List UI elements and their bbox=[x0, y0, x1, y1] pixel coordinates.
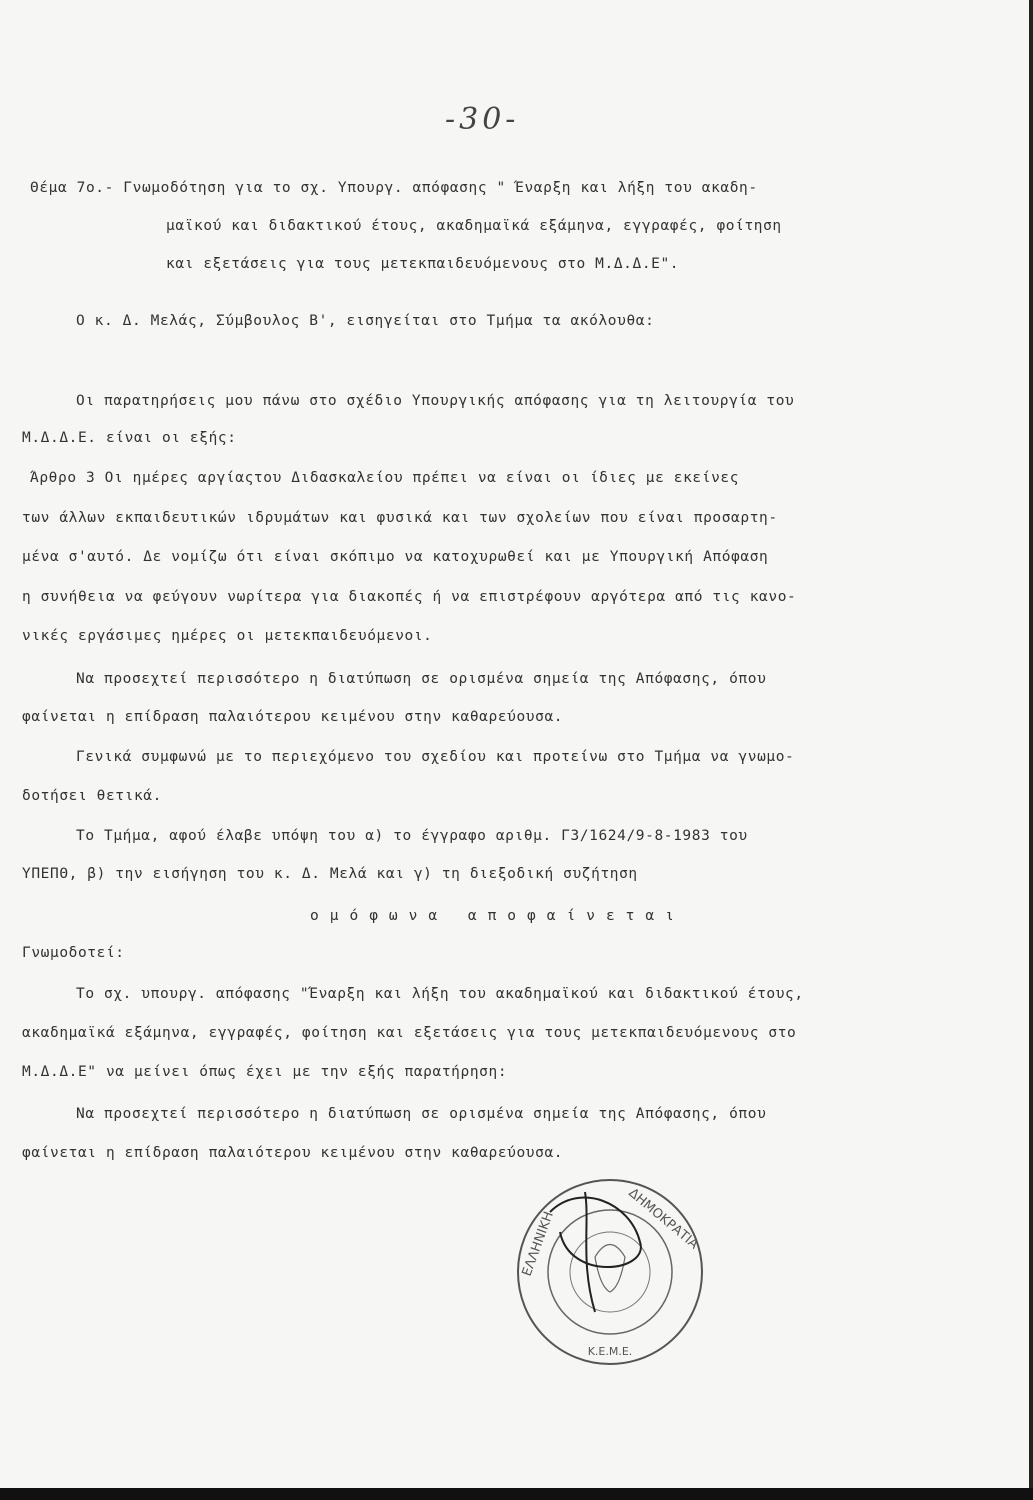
body-line: Γενικά συμφωνώ με το περιεχόμενο του σχεδίου και προτείνω στο Τμήμα να γνωμο- bbox=[76, 749, 795, 765]
body-line: νικές εργάσιμες ημέρες οι μετεκπαιδευόμενοι. bbox=[22, 628, 433, 644]
body-line: Μ.Δ.Δ.Ε" να μείνει όπως έχει με την εξής παρατήρηση: bbox=[22, 1064, 508, 1080]
body-line: Μ.Δ.Δ.Ε. είναι οι εξής: bbox=[22, 430, 237, 446]
body-line: Οι παρατηρήσεις μου πάνω στο σχέδιο Υπουργικής απόφασης για τη λειτουργία του bbox=[76, 393, 795, 409]
body-line: ΥΠΕΠΘ, β) την εισήγηση του κ. Δ. Μελά και γ) τη διεξοδική συζήτηση bbox=[22, 866, 638, 882]
svg-text:Κ.Ε.Μ.Ε.: Κ.Ε.Μ.Ε. bbox=[587, 1345, 633, 1358]
body-line: Να προσεχτεί περισσότερο η διατύπωση σε ορισμένα σημεία της Απόφασης, όπου bbox=[76, 1106, 767, 1122]
body-line: μένα σ'αυτό. Δε νομίζω ότι είναι σκόπιμο να κατοχυρωθεί και με Υπουργική Απόφαση bbox=[22, 549, 769, 565]
official-seal-stamp bbox=[510, 1172, 710, 1372]
scan-edge-bottom bbox=[0, 1488, 1033, 1500]
heading-line-3: και εξετάσεις για τους μετεκπαιδευόμενους στο Μ.Δ.Δ.Ε". bbox=[166, 256, 680, 272]
rapporteur-line: Ο κ. Δ. Μελάς, Σύμβουλος Β', εισηγείται στο Τμήμα τα ακόλουθα: bbox=[76, 313, 655, 329]
body-line: φαίνεται η επίδραση παλαιότερου κειμένου στην καθαρεύουσα. bbox=[22, 1145, 564, 1161]
heading-line-2: μαϊκού και διδακτικού έτους, ακαδημαϊκά εξάμηνα, εγγραφές, φοίτηση bbox=[166, 218, 782, 234]
body-line: Το Τμήμα, αφού έλαβε υπόψη του α) το έγγραφο αριθμ. Γ3/1624/9-8-1983 του bbox=[76, 828, 748, 844]
svg-text:ΕΛΛΗΝΙΚΗ: ΕΛΛΗΝΙΚΗ bbox=[519, 1209, 557, 1279]
body-line: δοτήσει θετικά. bbox=[22, 788, 162, 804]
article-line: Άρθρο 3 Οι ημέρες αργίαςτου Διδασκαλείου πρέπει να είναι οι ίδιες με εκείνες bbox=[30, 470, 740, 486]
body-line: ακαδημαϊκά εξάμηνα, εγγραφές, φοίτηση και εξετάσεις για τους μετεκπαιδευόμενους στο bbox=[22, 1025, 797, 1041]
unanimous-decision: ομόφωνα αποφαίνεται bbox=[310, 908, 685, 924]
opinion-label: Γνωμοδοτεί: bbox=[22, 945, 125, 961]
page-number: -30- bbox=[445, 102, 520, 137]
body-line: φαίνεται η επίδραση παλαιότερου κειμένου στην καθαρεύουσα. bbox=[22, 709, 564, 725]
body-line: Να προσεχτεί περισσότερο η διατύπωση σε ορισμένα σημεία της Απόφασης, όπου bbox=[76, 671, 767, 687]
body-line: η συνήθεια να φεύγουν νωρίτερα για διακοπές ή να επιστρέφουν αργότερα από τις κανο- bbox=[22, 589, 797, 605]
body-line: Το σχ. υπουργ. απόφασης "Έναρξη και λήξη του ακαδημαϊκού και διδακτικού έτους, bbox=[76, 986, 804, 1002]
scan-edge-right bbox=[1029, 0, 1033, 1500]
svg-text:ΔΗΜΟΚΡΑΤΙΑ: ΔΗΜΟΚΡΑΤΙΑ bbox=[625, 1185, 701, 1253]
heading-line-1: Θέμα 7ο.- Γνωμοδότηση για το σχ. Υπουργ. απόφασης " Έναρξη και λήξη του ακαδη- bbox=[30, 180, 758, 196]
body-line: των άλλων εκπαιδευτικών ιδρυμάτων και φυσικά και των σχολείων που είναι προσαρτη- bbox=[22, 510, 778, 526]
